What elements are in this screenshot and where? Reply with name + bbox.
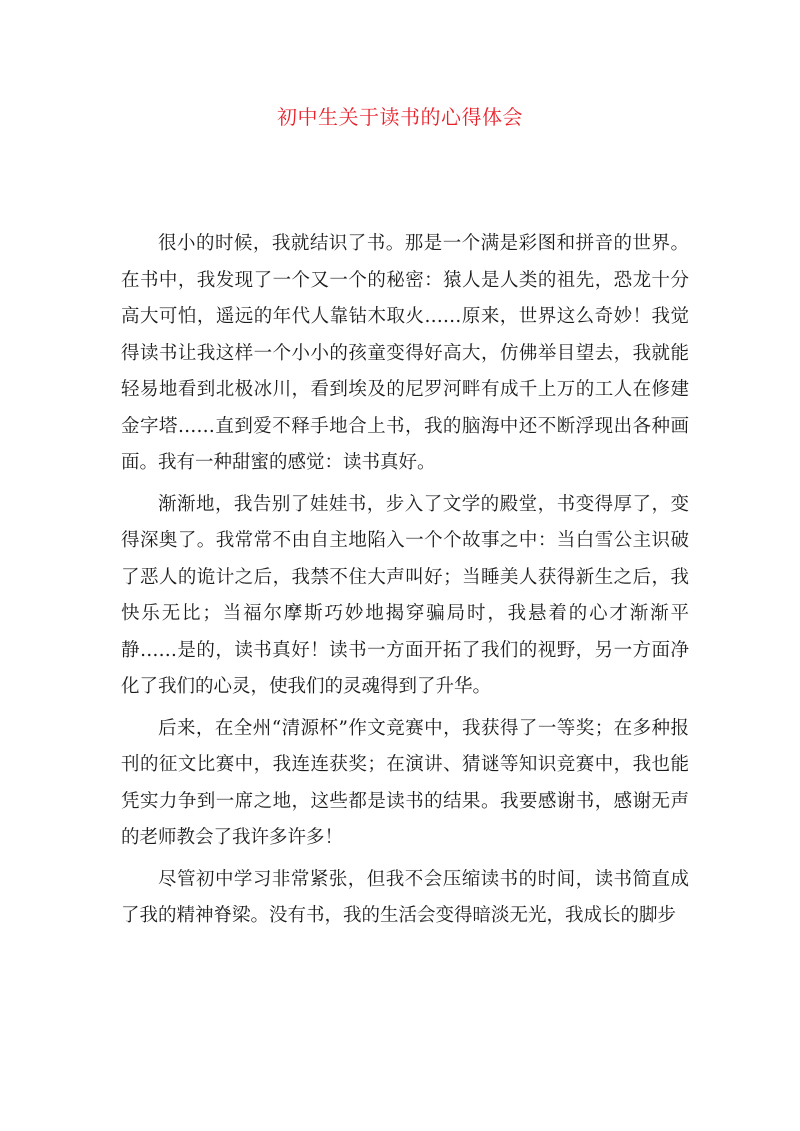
paragraph-3: 后来，在全州“清源杯”作文竞赛中，我获得了一等奖；在多种报刊的征文比赛中，我连连获奖；在演讲、猜谜等知识竞赛中，我也能凭实力争到一席之地，这些都是读书的结果。我要感谢书，感谢无声的老师教会了我许多许多！ xyxy=(121,717,689,848)
document-title: 初中生关于读书的心得体会 xyxy=(277,105,523,129)
paragraph-4: 尽管初中学习非常紧张，但我不会压缩读书的时间，读书简直成了我的精神脊梁。没有书，我的生活会变得暗淡无光，我成长的脚步 xyxy=(121,868,689,926)
paragraph-1: 很小的时候，我就结识了书。那是一个满是彩图和拼音的世界。在书中，我发现了一个又一个的秘密：猿人是人类的祖先，恐龙十分高大可怕，遥远的年代人靠钻木取火……原来，世界这么奇妙！我觉得读书让我这样一个小小的孩童变得好高大，仿佛举目望去，我就能轻易地看到北极冰川，看到埃及的尼罗河畔有成千上万的工人在修建金字塔……直到爱不释手地合上书，我的脑海中还不断浮现出各种画面。我有一种甜蜜的感觉：读书真好。 xyxy=(121,233,689,473)
paragraph-2: 渐渐地，我告别了娃娃书，步入了文学的殿堂，书变得厚了，变得深奥了。我常常不由自主地陷入一个个故事之中：当白雪公主识破了恶人的诡计之后，我禁不住大声叫好；当睡美人获得新生之后，我快乐无比；当福尔摩斯巧妙地揭穿骗局时，我悬着的心才渐渐平静……是的，读书真好！读书一方面开拓了我们的视野，另一方面净化了我们的心灵，使我们的灵魂得到了升华。 xyxy=(121,493,689,697)
document-body xyxy=(121,226,689,940)
